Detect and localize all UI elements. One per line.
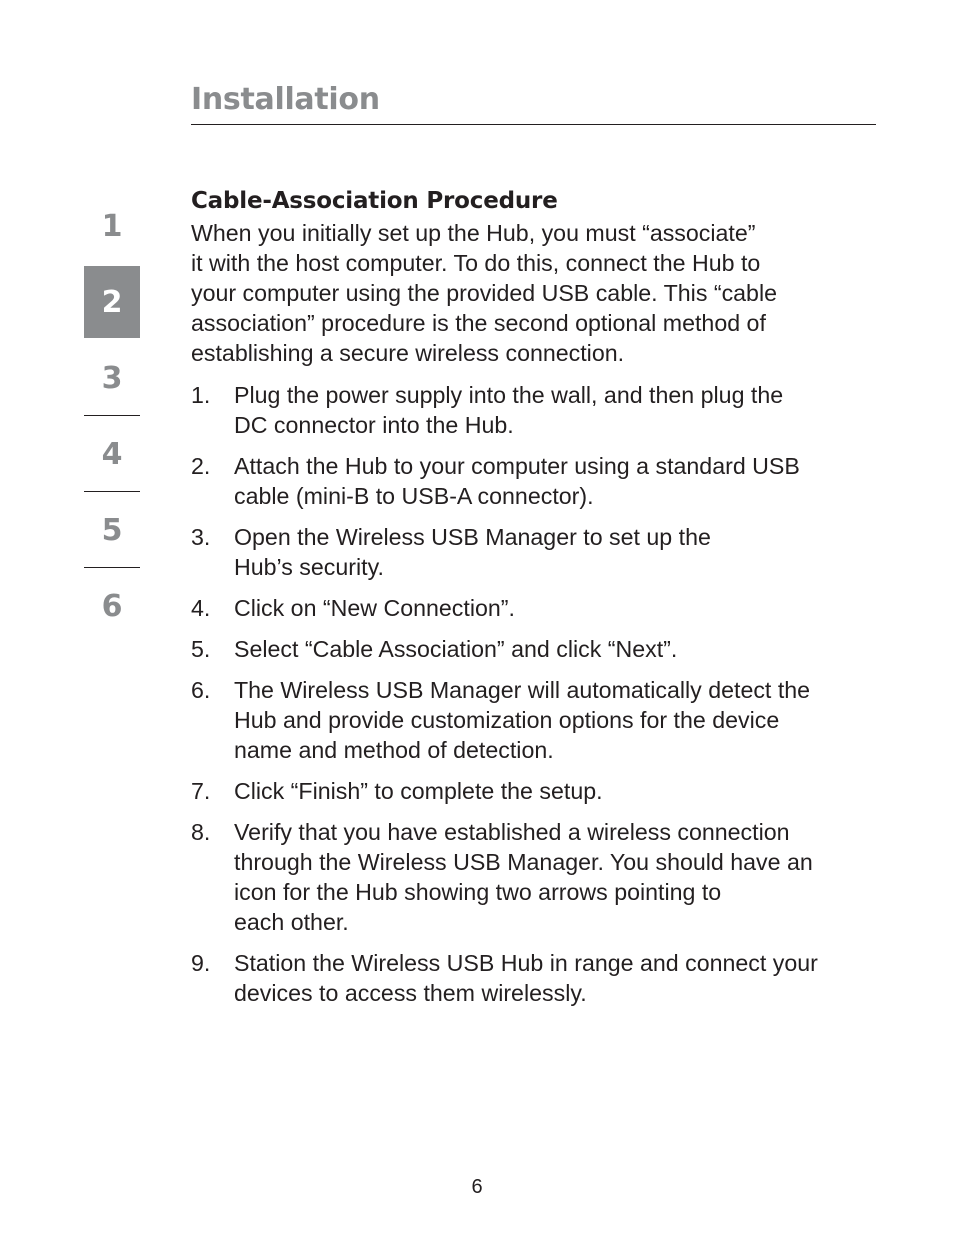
step-number: 2. [191,453,211,479]
step-number: 9. [191,950,211,976]
step-line: each other. [234,909,349,935]
page-header [191,78,876,125]
step-line: cable (mini-B to USB-A connector). [234,483,594,509]
main-content [191,186,881,1019]
step-number: 7. [191,778,211,804]
chapter-tab-label: 1 [101,208,123,244]
step-line: Click on “New Connection”. [234,595,515,621]
page-number: 6 [471,1176,483,1198]
step-text [234,634,677,664]
chapter-tab-label: 3 [101,360,123,396]
section-title: Cable-Association Procedure [191,188,558,214]
step-number: 1. [191,382,211,408]
list-item [191,593,881,623]
step-text [234,675,810,765]
step-text [234,776,603,806]
step-text [234,593,515,623]
list-item [191,776,881,806]
step-line: DC connector into the Hub. [234,412,514,438]
step-text [234,948,818,1008]
chapter-tab-label: 2 [101,284,123,320]
step-number: 3. [191,524,211,550]
step-number: 4. [191,595,211,621]
chapter-tab-label: 4 [101,436,123,472]
step-line: devices to access them wirelessly. [234,980,587,1006]
step-line: Select “Cable Association” and click “Next”. [234,636,678,662]
list-item [191,675,881,765]
chapter-tab-label: 5 [101,512,123,548]
intro-line: association” procedure is the second optional method of [191,310,766,336]
step-line: Hub’s security. [234,554,384,580]
list-item [191,948,881,1008]
chapter-tab-5[interactable] [84,492,140,568]
list-item [191,634,881,664]
chapter-nav [84,188,140,644]
step-line: Attach the Hub to your computer using a standard USB [234,453,800,479]
intro-line: establishing a secure wireless connection. [191,340,625,366]
step-line: name and method of detection. [234,737,554,763]
page-title: Installation [191,82,380,117]
step-text [234,522,711,582]
chapter-tab-1[interactable] [84,188,140,264]
step-line: through the Wireless USB Manager. You should have an [234,849,813,875]
chapter-tab-label: 6 [101,588,123,624]
step-number: 8. [191,819,211,845]
step-number: 6. [191,677,211,703]
intro-line: When you initially set up the Hub, you must “associate” [191,220,756,246]
intro-line: it with the host computer. To do this, connect the Hub to [191,250,761,276]
list-item [191,817,881,937]
step-text [234,451,800,511]
step-line: Open the Wireless USB Manager to set up the [234,524,711,550]
step-number: 5. [191,636,211,662]
steps-list [191,380,881,1008]
step-line: The Wireless USB Manager will automatically detect the [234,677,811,703]
chapter-tab-2[interactable] [84,266,140,338]
step-text [234,380,783,440]
step-line: Station the Wireless USB Hub in range and connect your [234,950,818,976]
chapter-tab-6[interactable] [84,568,140,644]
step-line: Plug the power supply into the wall, and then plug the [234,382,784,408]
step-text [234,817,813,937]
intro-line: your computer using the provided USB cable. This “cable [191,280,778,306]
intro-paragraph [191,218,881,368]
step-line: icon for the Hub showing two arrows pointing to [234,879,722,905]
list-item [191,451,881,511]
step-line: Verify that you have established a wireless connection [234,819,790,845]
chapter-tab-3[interactable] [84,340,140,416]
step-line: Hub and provide customization options for the device [234,707,780,733]
chapter-tab-4[interactable] [84,416,140,492]
list-item [191,522,881,582]
list-item [191,380,881,440]
step-line: Click “Finish” to complete the setup. [234,778,603,804]
